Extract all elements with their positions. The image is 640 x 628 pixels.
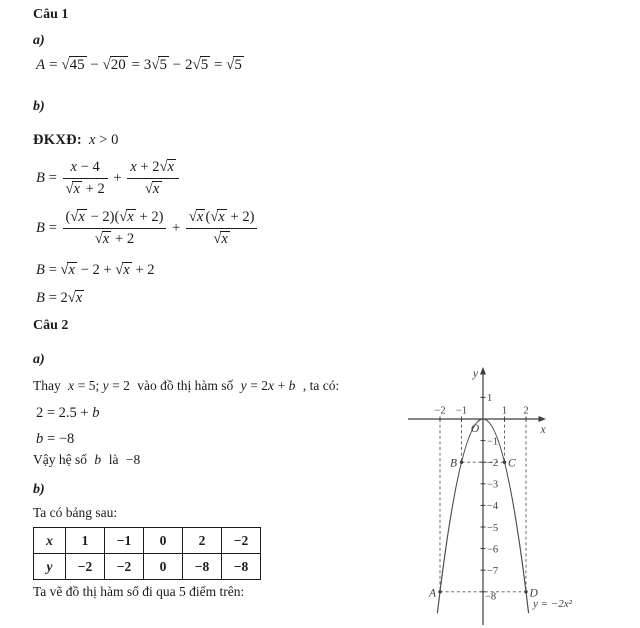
equation-substituted: 2 = 2.5 + b [36,405,100,421]
y-tick-neg5: −5 [487,523,499,534]
thay-suffix: , ta có: [302,378,340,393]
parabola-graph [406,358,640,628]
x-tick-1: 1 [501,405,508,417]
cau2-heading: Câu 2 [33,318,69,333]
y-axis-label: y [472,368,478,380]
curve-equation-label: y = −2x² [533,598,572,610]
cau1-part-a-label: a) [33,33,45,48]
y-tick-neg4: −4 [487,501,499,512]
vay-value: −8 [125,452,141,467]
cau2-part-a-label: a) [33,352,45,367]
equation-B2: B = $\frac{(√x - 2)(√x + 2)}{√x + 2}$ + $\frac{√x (√x + 2)}{√x}$ [36,209,259,248]
y-tick-1: 1 [487,393,493,404]
x-axis-label: x [540,424,546,436]
y-axis-arrow-icon [480,367,486,375]
y-tick-neg7: −7 [487,566,499,577]
table-value-cell: −2 [66,554,105,580]
equation-b-result: b = −8 [36,431,75,447]
equation-B4: B = 2√x [36,290,83,306]
plot-intro-line: Ta vẽ đồ thị hàm số đi qua 5 điểm trên: [33,584,245,599]
table-value-cell: 1 [66,528,105,554]
origin-label: O [470,423,480,435]
equation-A: A = √45 − √20 = 3√5 − 2√5 = √5 [36,57,242,73]
x-tick-neg2: −2 [434,405,446,417]
dkxd-condition: x > 0 [89,132,119,148]
equation-B1: B = $\frac{x - 4}{√x + 2}$ + $\frac{x + 2√x}{√x}$ [36,159,181,198]
y-tick-neg6: −6 [487,544,499,556]
cau2-part-b-label: b) [33,482,45,497]
point-B-label: B [449,457,457,470]
point-C-label: C [508,457,516,470]
table-intro-line: Ta có bảng sau: [33,505,118,520]
value-table [33,527,261,580]
table-value-cell: −8 [222,554,261,580]
vay-mid: là [108,452,119,467]
point-A-dot [438,590,441,593]
table-value-cell: −2 [105,554,144,580]
vay-prefix: Vậy hệ số [33,452,87,467]
thay-values: x = 5; y = 2 [68,378,130,393]
y-tick-neg2: −2 [487,458,499,469]
point-B-dot [460,461,463,464]
point-A-label: A [428,587,436,600]
table-value-cell: −2 [222,528,261,554]
domain-condition-line [33,131,118,149]
table-value-cell: 0 [144,554,183,580]
cau1-part-b-label: b) [33,99,45,114]
cau1-heading: Câu 1 [33,7,69,22]
x-tick-2: 2 [523,405,529,417]
y-tick-neg1: −1 [487,436,499,448]
y-tick-neg8: −8 [485,591,497,603]
conclusion-line [33,452,144,469]
thay-mid: vào đồ thị hàm số [137,378,234,393]
dkxd-label: ĐKXĐ: [33,132,83,148]
point-C-dot [503,461,506,464]
point-D-dot [524,590,527,593]
equation-B3: B = √x − 2 + √x + 2 [36,262,155,278]
table-var-cell: x [34,528,66,554]
table-var-cell: y [34,554,66,580]
table-row [34,528,261,554]
y-tick-neg3: −3 [487,479,499,491]
table-value-cell: −1 [105,528,144,554]
table-row [34,554,261,580]
x-tick-neg1: −1 [455,405,468,417]
table-value-cell: −8 [183,554,222,580]
vay-var: b [94,452,102,467]
table-value-cell: 0 [144,528,183,554]
thay-prefix: Thay [33,378,61,393]
x-axis-arrow-icon [539,416,547,422]
point-D-label: D [529,587,538,600]
substitution-line [33,378,339,395]
thay-function: y = 2x + b [240,378,296,393]
table-value-cell: 2 [183,528,222,554]
